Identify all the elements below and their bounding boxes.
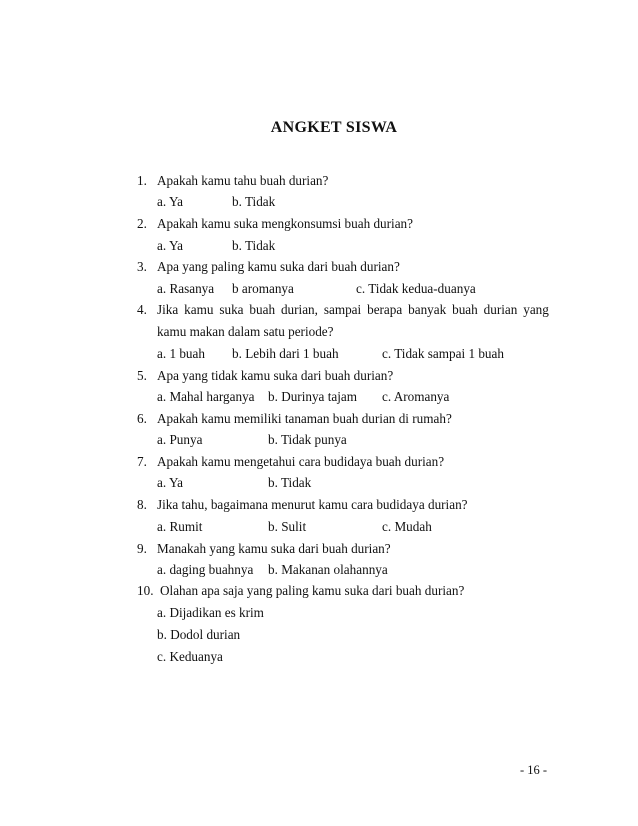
question-text: Manakah yang kamu suka dari buah durian? [157,541,391,556]
question-number: 2. [137,216,147,231]
answer-option: b. Tidak punya [268,432,347,447]
question-text: Apakah kamu mengetahui cara budidaya buah durian? [157,454,445,469]
question-text [157,302,549,318]
answer-option: a. 1 buah [157,346,205,361]
question-word: Jika [157,302,179,317]
answer-option: a. Ya [157,194,184,209]
answer-option: b. Tidak [232,238,276,253]
answer-option: a. Rumit [157,519,203,534]
answer-option: c. Tidak sampai 1 buah [382,346,504,361]
question-number: 1. [137,173,147,188]
answer-option: b aromanya [232,281,294,296]
answer-option: b. Dodol durian [157,627,241,642]
question-word: buah [452,302,478,317]
question-number: 9. [137,541,147,556]
answer-option: a. Rasanya [157,281,215,296]
answer-option: b. Makanan olahannya [268,562,388,577]
question-text: Apa yang paling kamu suka dari buah durian? [157,259,400,274]
answer-option: c. Aromanya [382,389,450,404]
question-number: 3. [137,259,147,274]
answer-option: a. daging buahnya [157,562,254,577]
question-text-continued: kamu makan dalam satu periode? [157,324,334,339]
question-text: Apakah kamu memiliki tanaman buah durian di rumah? [157,411,452,426]
question-word: kamu [184,302,214,317]
question-text: Olahan apa saja yang paling kamu suka dari buah durian? [160,583,465,598]
question-word: durian [483,302,518,317]
question-word: sampai [323,302,362,317]
question-text: Jika tahu, bagaimana menurut kamu cara budidaya durian? [157,497,468,512]
answer-option: b. Tidak [268,475,312,490]
answer-option: a. Ya [157,238,184,253]
answer-option: a. Ya [157,475,184,490]
answer-option: b. Lebih dari 1 buah [232,346,339,361]
page-number: - 16 - [520,763,548,777]
question-number: 6. [137,411,147,426]
answer-option: a. Mahal harganya [157,389,255,404]
answer-option: a. Punya [157,432,203,447]
page-title: ANGKET SISWA [270,119,398,136]
question-word: suka [219,302,244,317]
question-number: 4. [137,302,147,317]
question-number: 7. [137,454,147,469]
question-word: durian, [280,302,318,317]
question-text: Apa yang tidak kamu suka dari buah durian? [157,368,394,383]
question-word: yang [523,302,549,317]
question-word: buah [249,302,276,317]
answer-option: c. Tidak kedua-duanya [356,281,476,296]
answer-option: b. Sulit [268,519,307,534]
answer-option: a. Dijadikan es krim [157,605,264,620]
answer-option: b. Tidak [232,194,276,209]
question-word: banyak [408,302,447,317]
question-number: 5. [137,368,147,383]
answer-option: c. Mudah [382,519,432,534]
question-number: 8. [137,497,147,512]
question-number: 10. [137,583,154,598]
answer-option: b. Durinya tajam [268,389,357,404]
answer-option: c. Keduanya [157,649,223,664]
question-word: berapa [367,302,403,317]
question-text: Apakah kamu suka mengkonsumsi buah durian? [157,216,414,231]
question-text: Apakah kamu tahu buah durian? [157,173,329,188]
